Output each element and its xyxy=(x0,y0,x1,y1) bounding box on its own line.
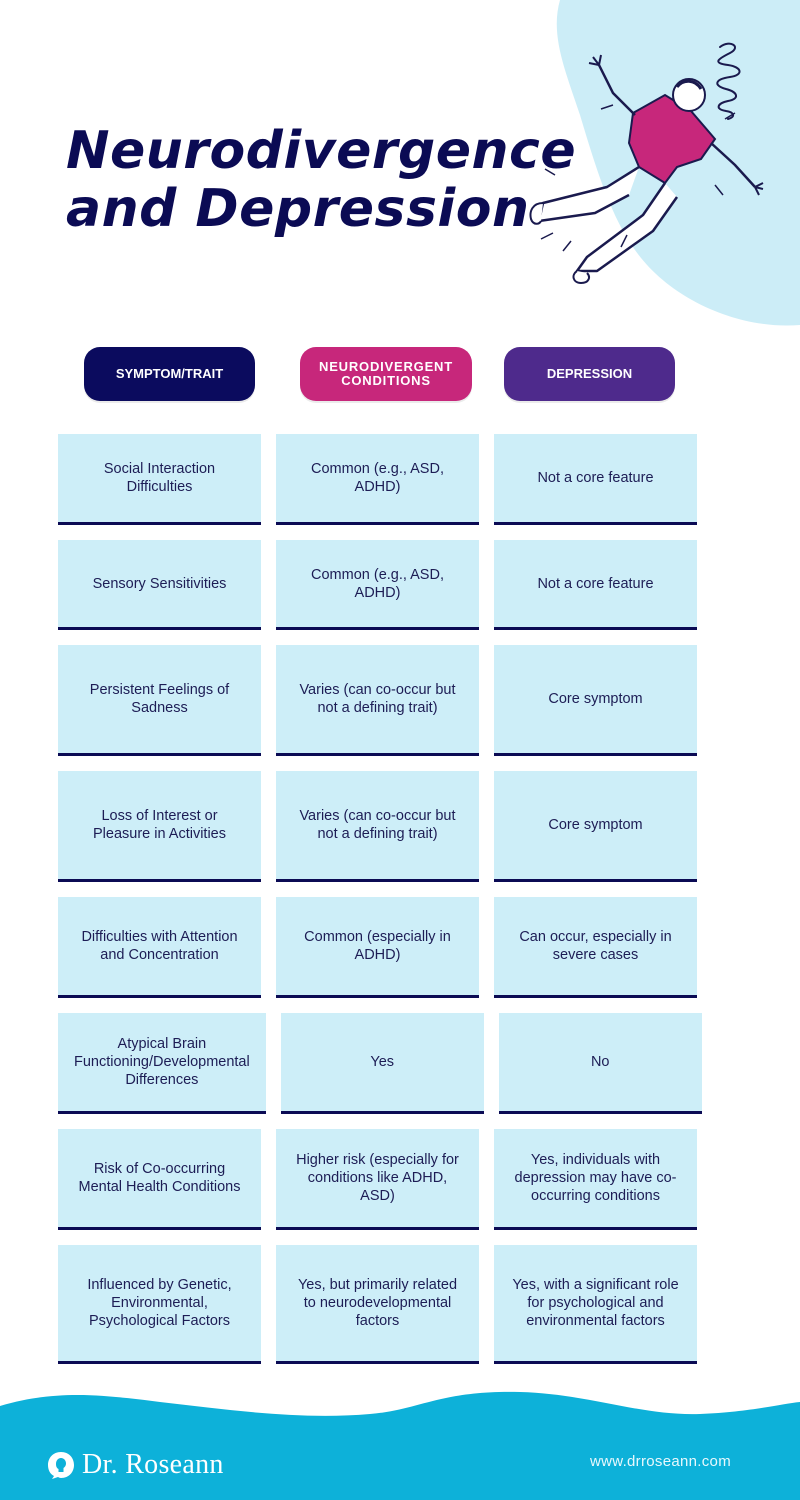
neurodivergent-cell: Varies (can co-occur but not a defining trait) xyxy=(276,645,479,756)
trait-cell: Difficulties with Attention and Concentration xyxy=(58,897,261,998)
trait-cell: Influenced by Genetic, Environmental, Psychological Factors xyxy=(58,1245,261,1364)
neurodivergent-cell: Yes, but primarily related to neurodevelopmental factors xyxy=(276,1245,479,1364)
neurodivergent-cell: Varies (can co-occur but not a defining trait) xyxy=(276,771,479,882)
depression-cell: Core symptom xyxy=(494,645,697,756)
lying-person-illustration xyxy=(515,35,765,285)
depression-cell: Yes, with a significant role for psychological and environmental factors xyxy=(494,1245,697,1364)
table-row xyxy=(58,1013,702,1114)
depression-cell: No xyxy=(499,1013,702,1114)
speech-bubble-head-icon xyxy=(46,1450,76,1480)
header-neurodivergent-conditions: NEURODIVERGENT CONDITIONS xyxy=(300,347,472,401)
table-row xyxy=(58,434,702,525)
table-row xyxy=(58,540,702,630)
neurodivergent-cell: Common (especially in ADHD) xyxy=(276,897,479,998)
neurodivergent-cell: Higher risk (especially for conditions like ADHD, ASD) xyxy=(276,1129,479,1230)
title-line-1: Neurodivergence xyxy=(66,121,577,181)
table-row xyxy=(58,645,702,756)
table-row xyxy=(58,897,702,998)
neurodivergent-cell: Yes xyxy=(281,1013,484,1114)
brand-name: Dr. Roseann xyxy=(82,1449,224,1480)
table-row xyxy=(58,1245,702,1364)
title-line-2: and Depression xyxy=(66,179,530,239)
header-depression: DEPRESSION xyxy=(504,347,675,401)
footer-wave xyxy=(0,1388,800,1500)
trait-cell: Social Interaction Difficulties xyxy=(58,434,261,525)
table-row xyxy=(58,771,702,882)
trait-cell: Persistent Feelings of Sadness xyxy=(58,645,261,756)
neurodivergent-cell: Common (e.g., ASD, ADHD) xyxy=(276,434,479,525)
neurodivergent-cell: Common (e.g., ASD, ADHD) xyxy=(276,540,479,630)
trait-cell: Atypical Brain Functioning/Developmental Differences xyxy=(58,1013,266,1114)
depression-cell: Core symptom xyxy=(494,771,697,882)
header-symptom-trait: SYMPTOM/TRAIT xyxy=(84,347,255,401)
brand-logo xyxy=(46,1449,224,1481)
trait-cell: Loss of Interest or Pleasure in Activities xyxy=(58,771,261,882)
trait-cell: Sensory Sensitivities xyxy=(58,540,261,630)
trait-cell: Risk of Co-occurring Mental Health Conditions xyxy=(58,1129,261,1230)
table-row xyxy=(58,1129,702,1230)
depression-cell: Yes, individuals with depression may have co-occurring conditions xyxy=(494,1129,697,1230)
depression-cell: Not a core feature xyxy=(494,434,697,525)
website-link[interactable]: www.drroseann.com xyxy=(590,1453,731,1470)
depression-cell: Can occur, especially in severe cases xyxy=(494,897,697,998)
page-title xyxy=(66,121,577,239)
depression-cell: Not a core feature xyxy=(494,540,697,630)
comparison-table xyxy=(58,434,702,1379)
